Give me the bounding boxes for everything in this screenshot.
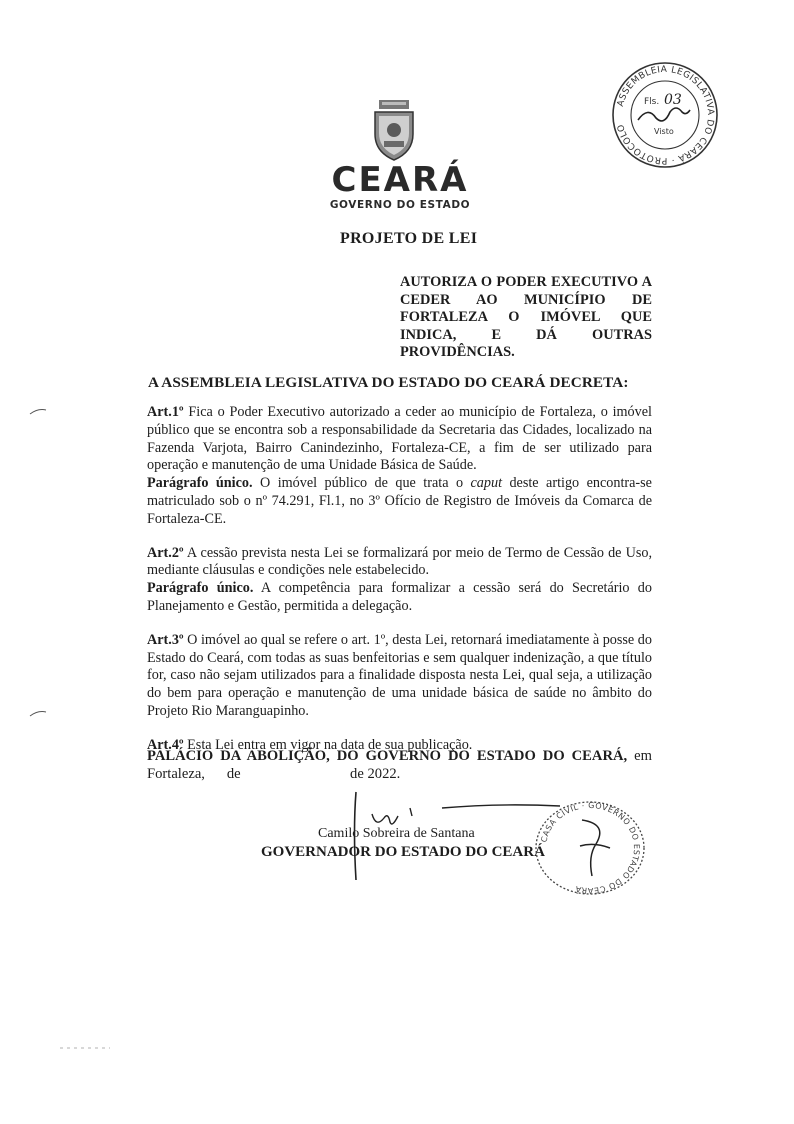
article-1 <box>147 404 652 475</box>
decree-heading: A ASSEMBLEIA LEGISLATIVA DO ESTADO DO CEARÁ DECRETA: <box>148 374 629 391</box>
article-2-paragraph-text: A competência para formalizar a cessão será do Secretário do Planejamento e Gestão, permitida a delegação. <box>147 580 652 614</box>
signatory-role: GOVERNADOR DO ESTADO DO CEARÁ <box>261 844 545 860</box>
protocol-visto-label: Visto <box>654 127 674 136</box>
article-3-label: Art.3º <box>147 631 184 648</box>
article-1-paragraph-caput: caput <box>470 475 503 492</box>
articles-body <box>147 404 652 755</box>
closing-paragraph <box>147 747 656 783</box>
article-1-paragraph-pre: O imóvel público de que trata o <box>252 475 471 492</box>
protocol-fls-number: 03 <box>664 92 682 108</box>
signatory-name: Camilo Sobreira de Santana <box>318 826 475 841</box>
article-2-paragraph-label: Parágrafo único. <box>147 580 254 597</box>
article-2 <box>147 545 652 581</box>
state-coat-of-arms-icon <box>369 100 419 162</box>
protocol-stamp-ring-text: ASSEMBLEIA LEGISLATIVA DO CEARÁ · PROTOCOLO <box>615 64 716 166</box>
document-title: PROJETO DE LEI <box>340 230 478 247</box>
brand-wordmark: CEARÁ <box>331 160 469 200</box>
government-stamp-ring-text: CASA CIVIL · GOVERNO DO ESTADO DO CEARÁ <box>539 800 642 895</box>
government-stamp <box>530 800 650 895</box>
article-1-text: Fica o Poder Executivo autorizado a ceder ao município de Fortaleza, o imóvel público que se encontra sob a responsabilidade da Secretaria das Cidades, localizado na Fazenda Varjota, Bairro Canindezinho, Fortaleza-CE, a fim de ser utilizado para operação e manutenção de uma Unidade Básica de Saúde. <box>147 404 652 474</box>
svg-text:CASA CIVIL · GOVERNO DO ESTADO <box>539 801 641 895</box>
article-1-label: Art.1º <box>147 404 184 420</box>
article-2-label: Art.2º <box>147 544 184 561</box>
article-3 <box>147 632 652 721</box>
article-2-text: A cessão prevista nesta Lei se formalizará por meio de Termo de Cessão de Uso, mediante cláusulas e condições nele estabelecido. <box>147 544 652 579</box>
protocol-fls-label: Fls. <box>644 97 660 107</box>
document-ementa: AUTORIZA O PODER EXECUTIVO A CEDER AO MUNICÍPIO DE FORTALEZA O IMÓVEL QUE INDICA, E DÁ OUTRAS PROVIDÊNCIAS. <box>400 274 652 360</box>
protocol-stamp <box>610 60 720 170</box>
closing-place: PALÁCIO DA ABOLIÇÃO, DO GOVERNO DO ESTADO DO CEARÁ, <box>147 748 628 764</box>
article-1-paragraph-label: Parágrafo único. <box>147 475 253 492</box>
article-4-label: Art.4º <box>147 736 184 753</box>
article-1-paragraph-post: deste artigo encontra-se matriculado sob o nº 74.291, Fl.1, no 3º Ofício de Registro de Imóveis da Comarca de Fortaleza-CE. <box>147 475 652 527</box>
closing-date: em Fortaleza, de de 2022. <box>147 748 656 782</box>
article-2-paragraph <box>147 580 652 616</box>
article-4-text: Esta Lei entra em vigor na data de sua publicação. <box>183 736 473 753</box>
article-3-text: O imóvel ao qual se refere o art. 1º, desta Lei, retornará imediatamente à posse do Estado do Ceará, com todas as suas benfeitorias e sem qualquer indenização, a que título for, caso não sejam utilizados para a finalidade disposta nesta Lei, qual seja, a utilização do bem para operação e manutenção de uma unidade básica de saúde no âmbito do Projeto Rio Maranguapinho. <box>147 631 652 719</box>
article-1-paragraph <box>147 475 652 528</box>
brand-subtitle: GOVERNO DO ESTADO <box>329 199 471 211</box>
